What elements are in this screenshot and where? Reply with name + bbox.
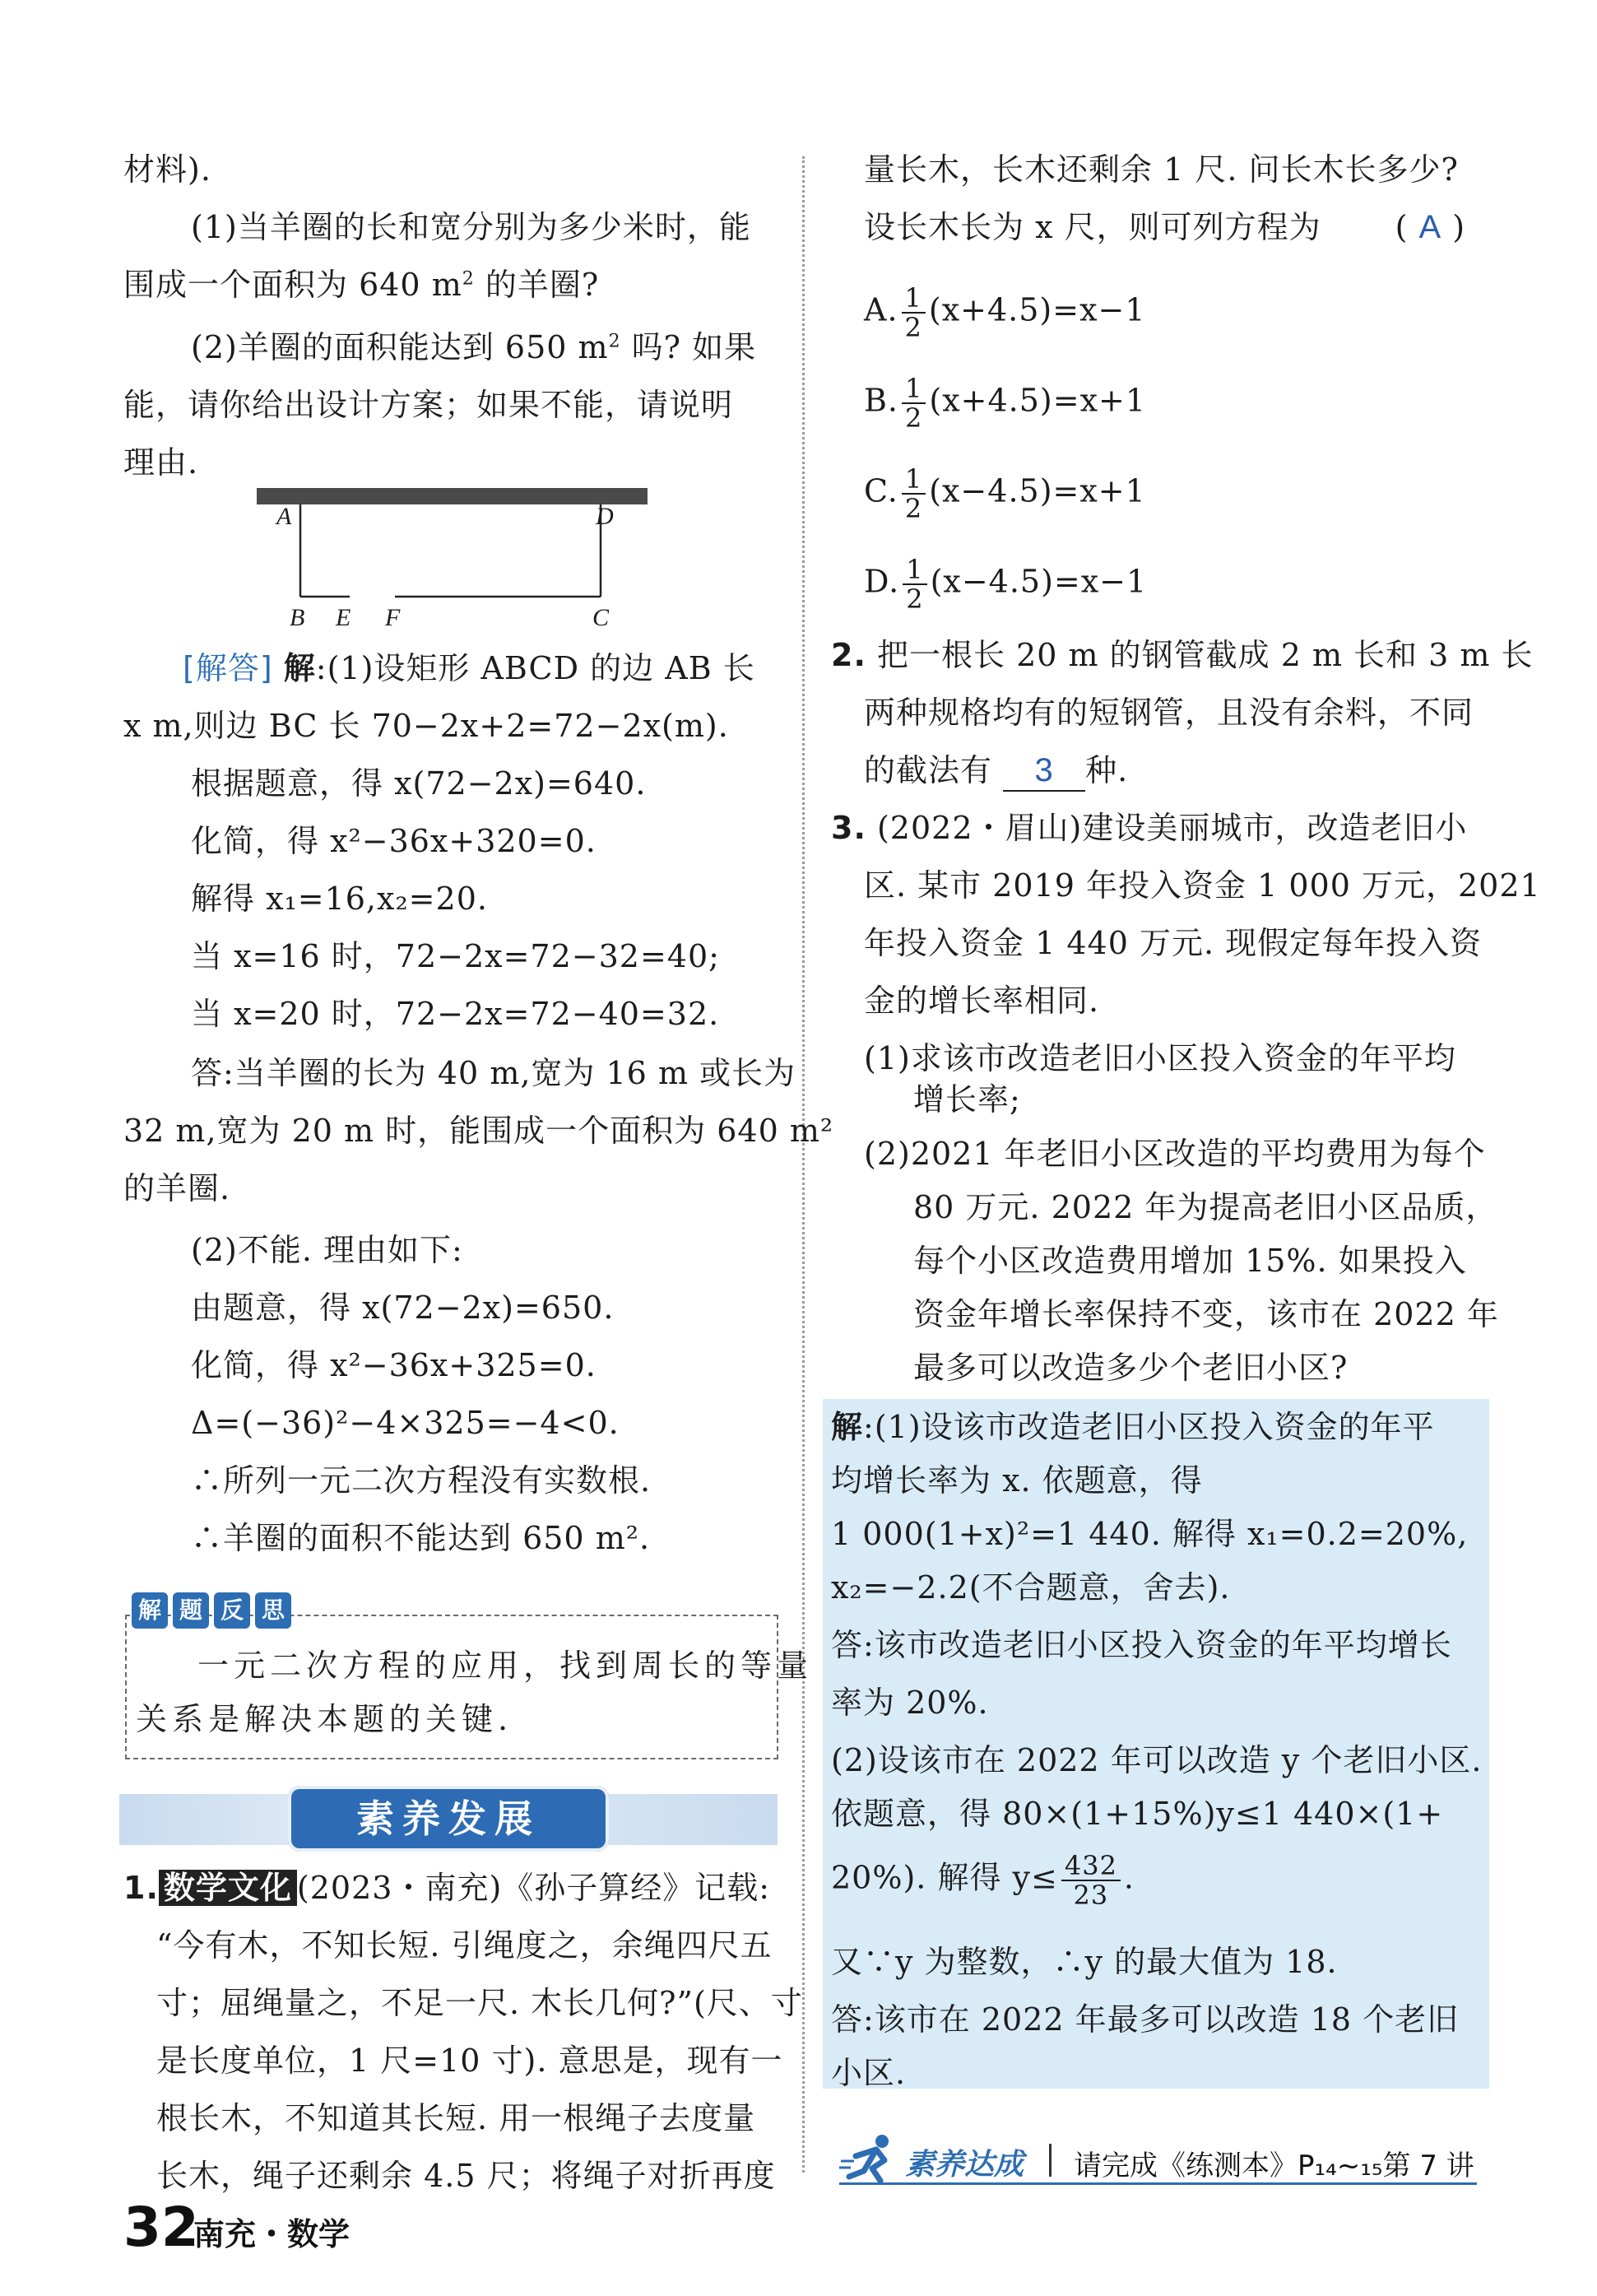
- label-A: A: [276, 503, 292, 530]
- option-d: D. $\frac{1}{2}$ (x−4.5)=x−1: [864, 554, 1148, 615]
- solution-line-2: 均增长率为 x. 依题意，得: [831, 1462, 1203, 1499]
- solution-line-11: 答:该市在 2022 年最多可以改造 18 个老旧: [831, 2001, 1460, 2038]
- solution-line-12: 小区.: [831, 2055, 907, 2091]
- label-F: F: [385, 604, 401, 630]
- solution-line-9: 20%). 解得 y≤ $\frac{432}{23}$ .: [831, 1850, 1135, 1911]
- question-1: (1)当羊圈的长和宽分别为多少米时，能: [191, 209, 751, 245]
- answer-14: Δ=(−36)²−4×325=−4<0.: [191, 1405, 620, 1441]
- question-2-end: 理由.: [123, 444, 199, 481]
- problem-3-line-5: (1)求该市改造老旧小区投入资金的年平均: [864, 1040, 1456, 1076]
- answer-12: 由题意，得 x(72−2x)=650.: [191, 1290, 615, 1326]
- reflection-text-1: 一元二次方程的应用，找到周长的等量: [197, 1648, 814, 1684]
- problem-3-line-2: 区. 某市 2019 年投入资金 1 000 万元，2021: [864, 867, 1541, 904]
- footer-brand: 素养达成: [905, 2148, 1024, 2182]
- problem-3-line-3: 年投入资金 1 440 万元. 现假定每年投入资: [864, 925, 1483, 961]
- answer-10: 的羊圈.: [123, 1170, 231, 1206]
- text-line: 材料).: [123, 151, 211, 188]
- problem-1-line-5: 根长木，不知道其长短. 用一根绳子去度量: [156, 2100, 756, 2136]
- reflect-char: 题: [173, 1592, 209, 1629]
- solution-line-8: 依题意，得 80×(1+15%)y≤1 440×(1+: [831, 1796, 1444, 1832]
- label-E: E: [336, 604, 351, 630]
- label-D: D: [596, 503, 614, 530]
- footer-subject: 南充・数学: [193, 2216, 351, 2252]
- section-banner-title: 素养发展: [288, 1786, 609, 1852]
- footer-hint: 请完成《练测本》P₁₄~₁₅第 7 讲: [1074, 2150, 1474, 2182]
- solution-line-7: (2)设该市在 2022 年可以改造 y 个老旧小区.: [831, 1742, 1483, 1778]
- option-c: C. $\frac{1}{2}$ (x−4.5)=x+1: [864, 463, 1146, 524]
- option-a: A. $\frac{1}{2}$ (x+4.5)=x−1: [864, 282, 1146, 343]
- problem-3-line-1: 3. (2022・眉山)建设美丽城市，改造老旧小: [831, 810, 1468, 846]
- solution-line-5: 答:该市改造老旧小区投入资金的年平均增长: [831, 1627, 1452, 1663]
- problem-3-line-11: 最多可以改造多少个老旧小区?: [913, 1350, 1349, 1386]
- footer-separator: [1049, 2144, 1052, 2177]
- problem-3-line-7: (2)2021 年老旧小区改造的平均费用为每个: [864, 1136, 1486, 1172]
- problem-1-line-6: 长木，绳子还剩余 4.5 尺；将绳子对折再度: [156, 2158, 776, 2194]
- problem-3-line-9: 每个小区改造费用增加 15%. 如果投入: [913, 1243, 1467, 1279]
- problem-3-line-4: 金的增长率相同.: [864, 983, 1100, 1019]
- option-b: B. $\frac{1}{2}$ (x+4.5)=x+1: [864, 373, 1147, 434]
- question-2: (2)羊圈的面积能达到 650 $m^2$ 吗? 如果: [191, 329, 757, 365]
- label-C: C: [592, 604, 610, 630]
- label-B: B: [290, 604, 305, 630]
- solution-line-3: 1 000(1+x)²=1 440. 解得 x₁=0.2=20%,: [831, 1516, 1469, 1552]
- problem-3-line-10: 资金年增长率保持不变，该市在 2022 年: [913, 1296, 1499, 1332]
- answer-2: x m,则边 BC 长 70−2x+2=72−2x(m).: [123, 708, 729, 744]
- question-2-cont: 能，请你给出设计方案；如果不能，请说明: [123, 387, 734, 423]
- answer-4: 化简，得 x²−36x+320=0.: [191, 823, 597, 859]
- problem-1-cont: 量长木，长木还剩余 1 尺. 问长木长多少?: [864, 151, 1459, 188]
- reflect-char: 思: [255, 1592, 291, 1629]
- problem-1-question: 设长木长为 x 尺，则可列方程为 ( A ): [864, 209, 1466, 245]
- sheep-pen-figure: [247, 481, 658, 630]
- answer-7: 当 x=20 时，72−2x=72−40=32.: [191, 996, 720, 1032]
- problem-1-line-2: “今有木，不知长短. 引绳度之，余绳四尺五: [156, 1927, 773, 1964]
- page-number: 32: [123, 2196, 199, 2259]
- answer-16: ∴羊圈的面积不能达到 650 m².: [191, 1520, 651, 1556]
- solution-line-10: 又∵y 为整数，∴y 的最大值为 18.: [831, 1944, 1338, 1980]
- problem-3-line-8: 80 万元. 2022 年为提高老旧小区品质，: [913, 1189, 1498, 1225]
- problem-2-line-2: 两种规格均有的短钢管，且没有余料，不同: [864, 695, 1474, 731]
- solution-line-4: x₂=−2.2(不合题意，舍去).: [831, 1569, 1231, 1606]
- reflect-char: 反: [214, 1592, 250, 1629]
- solution-line-6: 率为 20%.: [831, 1685, 989, 1721]
- answer-6: 当 x=16 时，72−2x=72−32=40;: [191, 938, 720, 974]
- answer-5: 解得 x₁=16,x₂=20.: [191, 881, 488, 917]
- answer-3: 根据题意，得 x(72−2x)=640.: [191, 765, 647, 802]
- solution-line-1: 解:(1)设该市改造老旧小区投入资金的年平: [831, 1409, 1435, 1445]
- runner-icon: [839, 2131, 901, 2185]
- answer-13: 化简，得 x²−36x+325=0.: [191, 1347, 597, 1383]
- answer-1: [解答] 解:(1)设矩形 ABCD 的边 AB 长: [183, 650, 755, 686]
- answer-15: ∴所列一元二次方程没有实数根.: [191, 1462, 652, 1499]
- problem-1-line-1: 1. 数学文化 (2023・南充)《孙子算经》记载:: [123, 1870, 771, 1906]
- problem-2-line-3: 的截法有 3 种.: [864, 751, 1128, 792]
- column-divider: [802, 156, 805, 2173]
- footer-rule: [839, 2182, 1477, 2185]
- answer-8: 答:当羊圈的长为 40 m,宽为 16 m 或长为: [191, 1055, 796, 1091]
- reflection-text-2: 关系是解决本题的关键.: [136, 1701, 513, 1737]
- problem-3-line-6: 增长率;: [913, 1081, 1021, 1118]
- problem-1-line-4: 是长度单位，1 尺=10 寸). 意思是，现有一: [156, 2043, 783, 2079]
- problem-2-line-1: 2. 把一根长 20 m 的钢管截成 2 m 长和 3 m 长: [831, 637, 1534, 673]
- answer-9: 32 m,宽为 20 m 时，能围成一个面积为 640 m²: [123, 1113, 834, 1149]
- problem-1-line-3: 寸；屈绳量之，不足一尺. 木长几何?”(尺、寸: [156, 1985, 803, 2021]
- reflect-char: 解: [132, 1592, 168, 1629]
- question-1-cont: 围成一个面积为 640 $m^2$ 的羊圈?: [123, 267, 600, 303]
- reflection-tag: [132, 1592, 291, 1629]
- answer-11: (2)不能. 理由如下:: [191, 1232, 463, 1268]
